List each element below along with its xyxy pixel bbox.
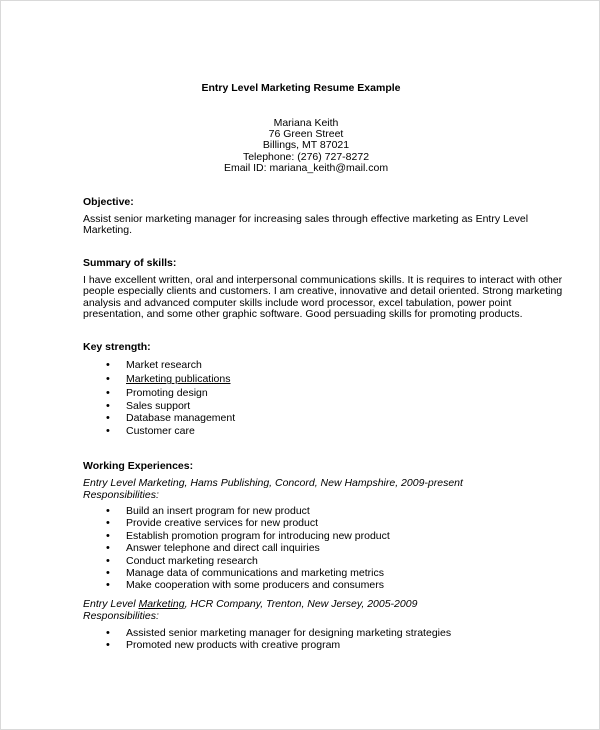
contact-city: Billings, MT 87021 (262, 139, 350, 152)
job-2-responsibilities-label: Responsibilities: (83, 610, 159, 622)
list-item: • Sales support (83, 400, 235, 412)
contact-telephone: Telephone: (276) 727-8272 (242, 150, 370, 163)
skills-text (83, 274, 563, 320)
job-1-role: Entry Level Marketing (83, 477, 185, 489)
contact-email: Email ID: mariana_keith@mail.com (223, 161, 389, 174)
list-item: • Marketing publications (83, 371, 235, 387)
objective-line: Assist senior marketing manager for increasing sales through effective marketing as Entry Level (83, 213, 529, 225)
job-2-title (83, 598, 417, 610)
contact-block (1, 118, 600, 174)
list-item: • Promoted new products with creative program (83, 639, 451, 651)
skills-line: I have excellent written, oral and interpersonal communications skills. It is requires to interact with other (83, 274, 563, 286)
skills-line: presentation, and some other graphic software. Good persuading skills for promoting products. (83, 307, 523, 320)
list-item: • Build an insert program for new product (83, 505, 390, 517)
objective-heading: Objective: (83, 196, 134, 208)
list-item: • Manage data of communications and marketing metrics (83, 567, 390, 579)
contact-street: 76 Green Street (268, 128, 344, 141)
list-item: • Make cooperation with some producers and consumers (83, 579, 390, 591)
list-item: • Provide creative services for new product (83, 517, 390, 529)
skills-line: analysis and advanced computer skills include word processor, excel tabulation, power point (83, 296, 512, 309)
objective-text (83, 213, 529, 237)
strengths-heading: Key strength: (83, 341, 151, 353)
list-item: • Promoting design (83, 387, 235, 399)
job-2-role-underlined: Marketing (138, 598, 185, 610)
job-2-details: , HCR Company, Trenton, New Jersey, 2005-2009 (184, 598, 418, 610)
job-2-responsibilities (83, 627, 451, 652)
experience-heading: Working Experiences: (83, 460, 194, 472)
job-1-title (83, 477, 463, 489)
list-item: • Market research (83, 359, 235, 371)
skills-heading: Summary of skills: (83, 257, 177, 269)
list-item: • Customer care (83, 425, 235, 437)
list-item: • Conduct marketing research (83, 555, 390, 567)
skills-line: people especially clients and customers. I am creative, innovative and detail oriented. Strong marketing (83, 285, 563, 298)
job-1-details: , Hams Publishing, Concord, New Hampshire, 2009-present (184, 477, 463, 489)
contact-name: Mariana Keith (273, 117, 339, 129)
list-item: • Database management (83, 412, 235, 424)
list-item: • Answer telephone and direct call inquiries (83, 542, 390, 554)
objective-line: Marketing. (83, 224, 133, 237)
job-2-role-prefix: Entry Level (83, 598, 139, 610)
strengths-list (83, 359, 235, 437)
document-title: Entry Level Marketing Resume Example (201, 82, 401, 94)
list-item: • Establish promotion program for introducing new product (83, 530, 390, 542)
job-1-responsibilities (83, 505, 390, 592)
job-1-responsibilities-label: Responsibilities: (83, 489, 159, 501)
list-item: • Assisted senior marketing manager for designing marketing strategies (83, 627, 451, 639)
